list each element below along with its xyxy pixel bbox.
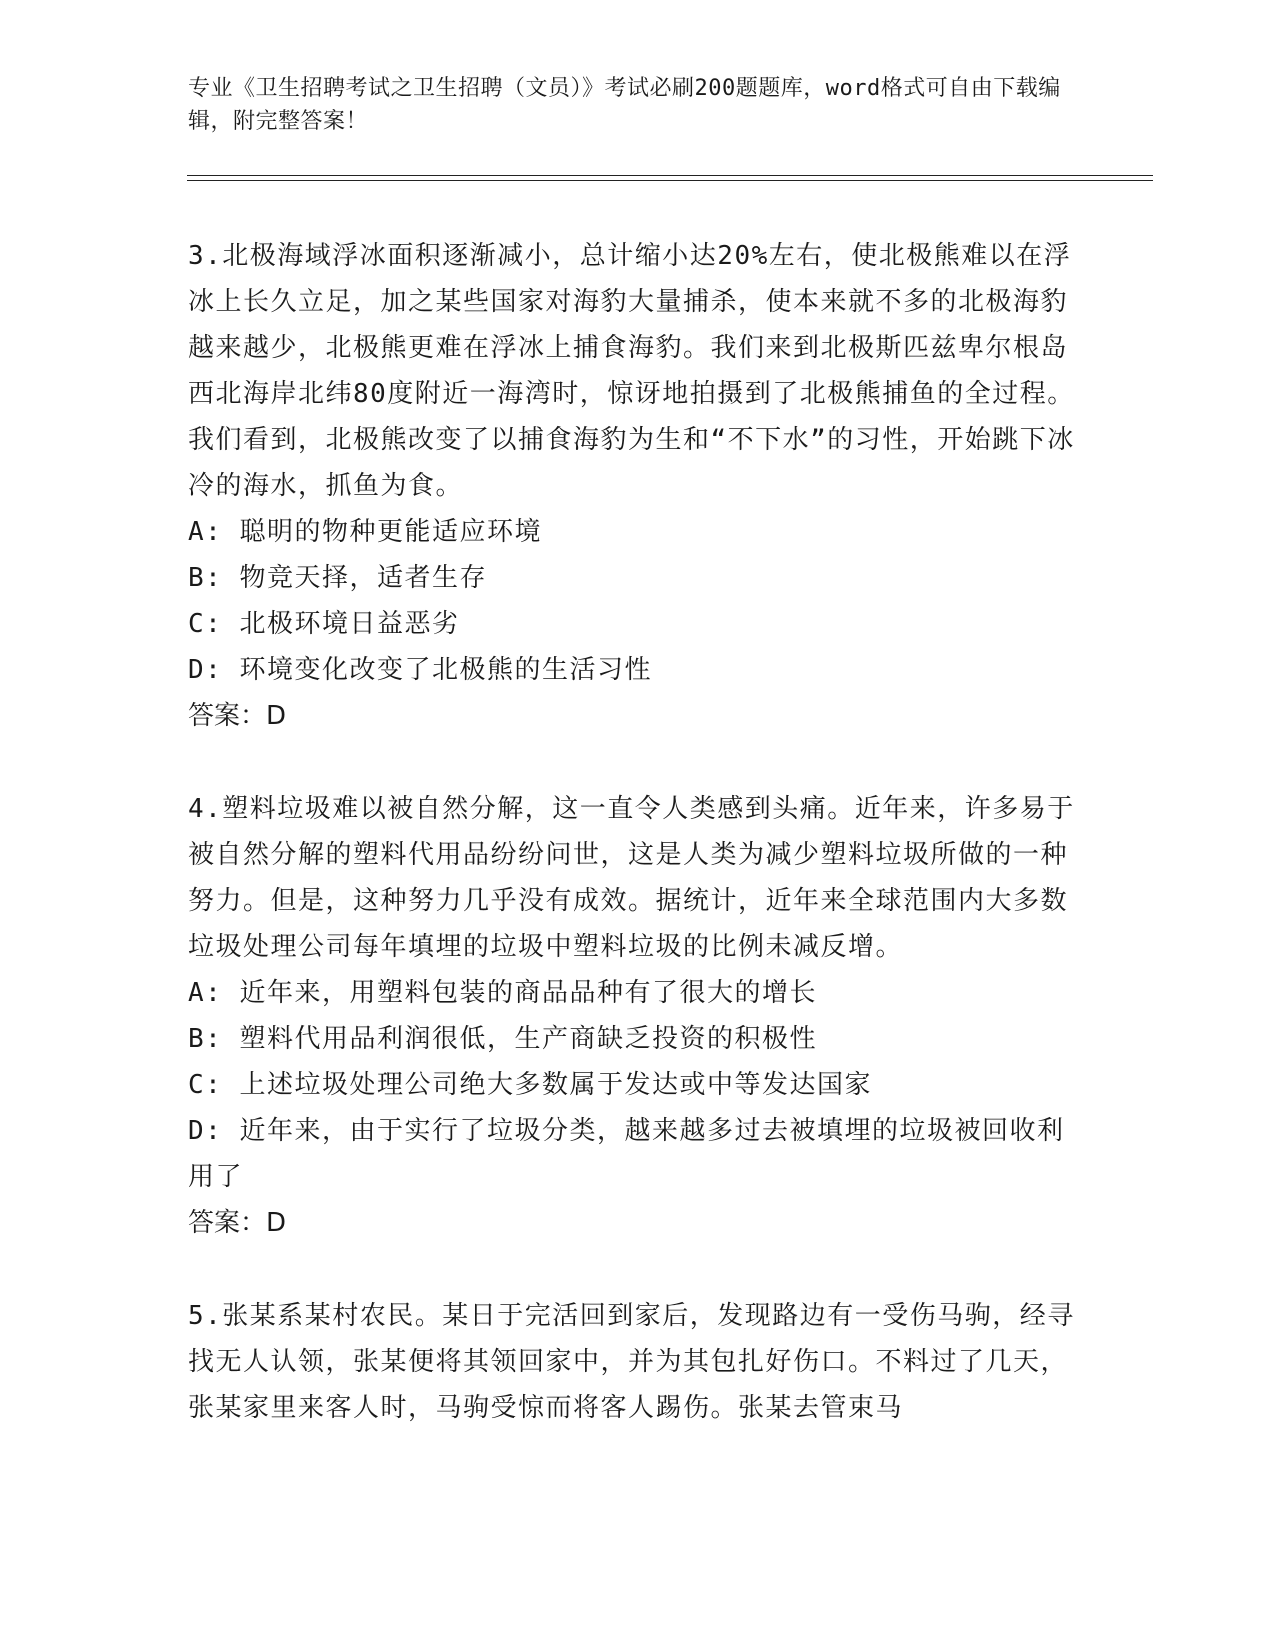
header-divider [187, 175, 1153, 176]
document-header: 专业《卫生招聘考试之卫生招聘（文员）》考试必刷200题题库，word格式可自由下载编辑，附完整答案！ [188, 76, 1061, 134]
option-b: B: 物竞天择，适者生存 [188, 563, 487, 593]
header-divider-secondary [187, 180, 1153, 181]
answer-line: 答案：D [188, 1208, 287, 1238]
option-a: A: 近年来，用塑料包装的商品品种有了很大的增长 [188, 978, 817, 1008]
option-b: B: 塑料代用品利润很低，生产商缺乏投资的积极性 [188, 1024, 817, 1054]
question-item [188, 786, 1088, 1246]
option-a: A: 聪明的物种更能适应环境 [188, 517, 542, 547]
question-stem: 5.张某系某村农民。某日于完活回到家后，发现路边有一受伤马驹，经寻找无人认领，张某便将其领回家中，并为其包扎好伤口。不料过了几天，张某家里来客人时，马驹受惊而将客人踢伤。张某去管束马 [188, 1301, 1075, 1423]
question-stem: 4.塑料垃圾难以被自然分解，这一直令人类感到头痛。近年来，许多易于被自然分解的塑料代用品纷纷问世，这是人类为减少塑料垃圾所做的一种努力。但是，这种努力几乎没有成效。据统计，近年来全球范围内大多数垃圾处理公司每年填埋的垃圾中塑料垃圾的比例未减反增。 [188, 794, 1075, 962]
option-d: D: 环境变化改变了北极熊的生活习性 [188, 655, 652, 685]
option-c: C: 北极环境日益恶劣 [188, 609, 460, 639]
answer-line: 答案：D [188, 701, 287, 731]
question-list [188, 233, 1088, 1478]
question-item [188, 233, 1088, 739]
option-c: C: 上述垃圾处理公司绝大多数属于发达或中等发达国家 [188, 1070, 872, 1100]
question-stem: 3.北极海域浮冰面积逐渐减小，总计缩小达20%左右，使北极熊难以在浮冰上长久立足，加之某些国家对海豹大量捕杀，使本来就不多的北极海豹越来越少，北极熊更难在浮冰上捕食海豹。我们来到北极斯匹兹卑尔根岛西北海岸北纬80度附近一海湾时，惊讶地拍摄到了北极熊捕鱼的全过程。我们看到，北极熊改变了以捕食海豹为生和“不下水”的习性，开始跳下冰冷的海水，抓鱼为食。 [188, 241, 1075, 501]
question-item [188, 1293, 1088, 1431]
option-d: D: 近年来，由于实行了垃圾分类，越来越多过去被填埋的垃圾被回收利用了 [188, 1116, 1065, 1192]
